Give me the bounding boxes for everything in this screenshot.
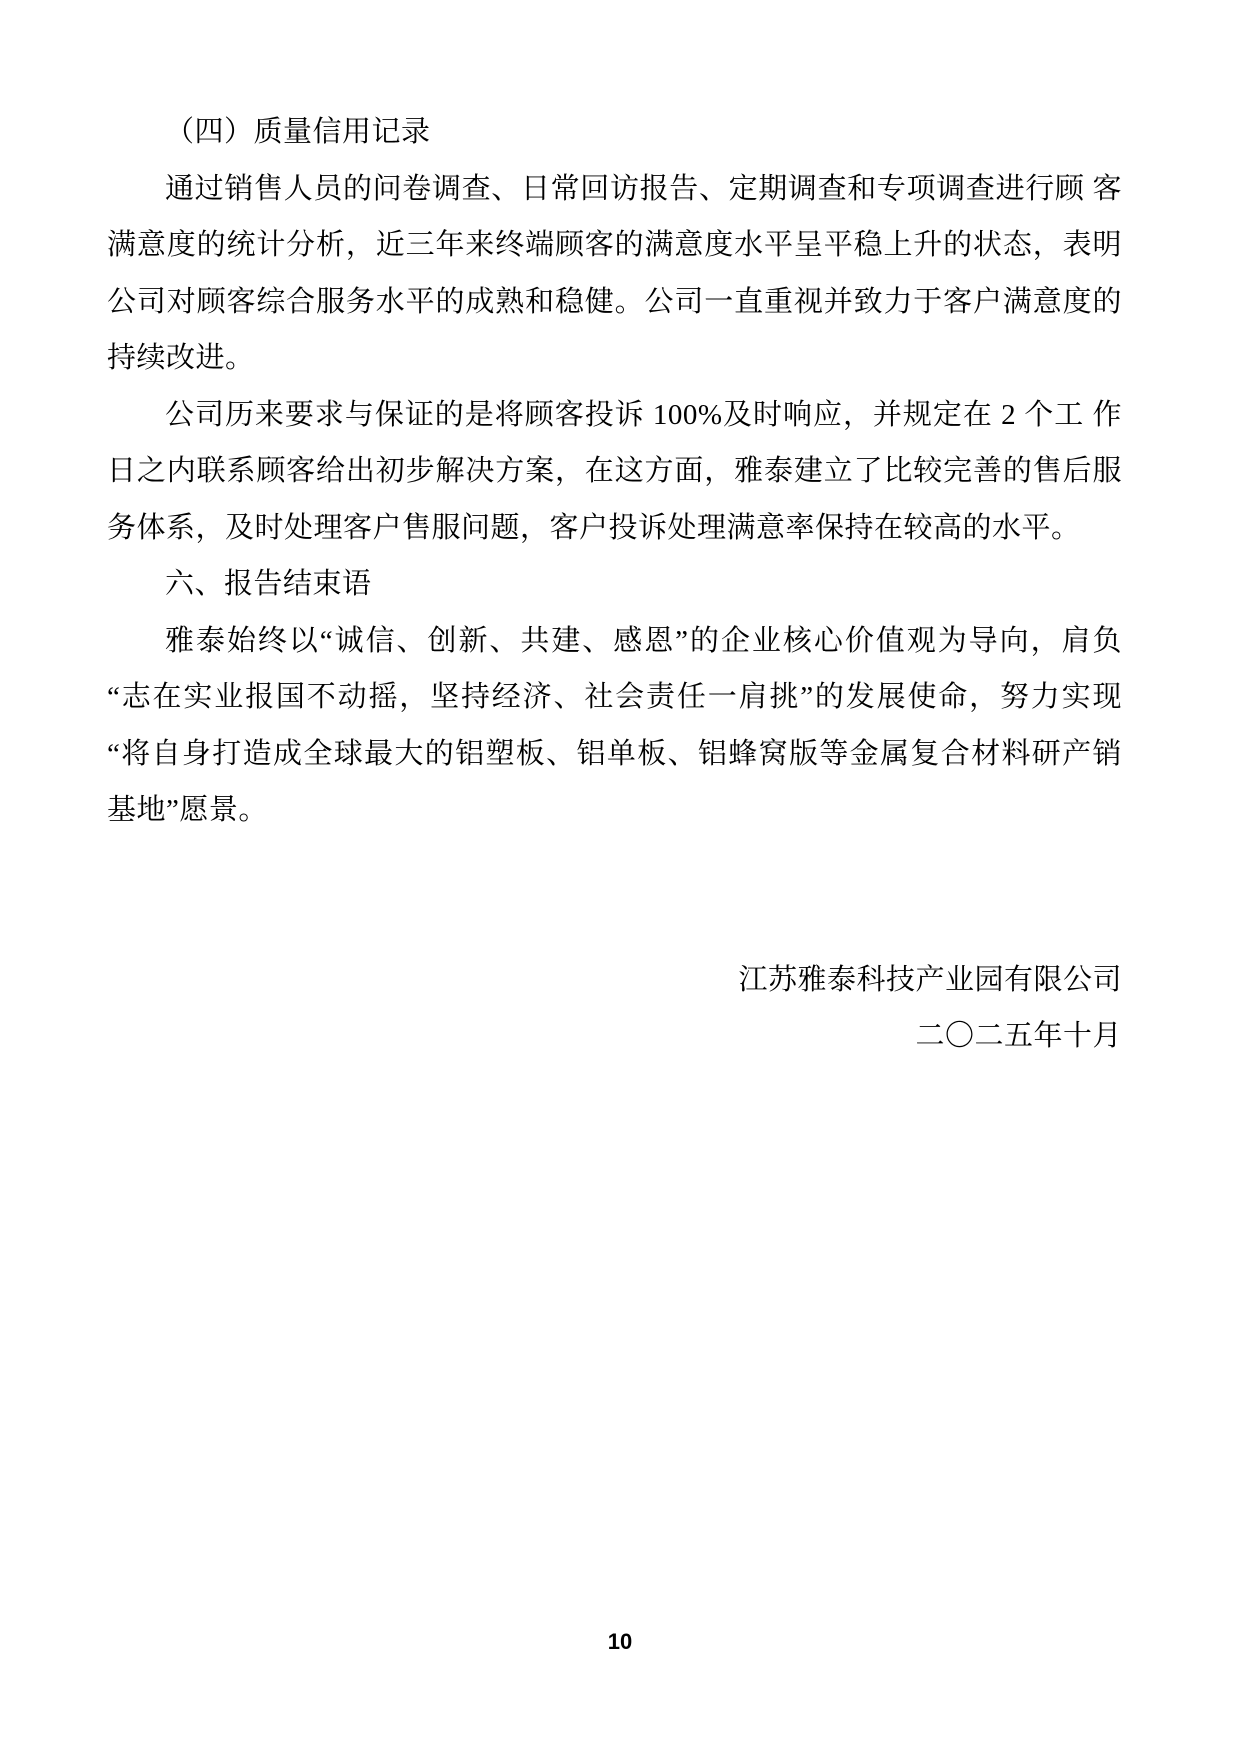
paragraph-line: “将自身打造成全球最大的铝塑板、铝单板、铝蜂窝版等金属复合材料研产销: [107, 737, 1122, 770]
signature-date: 二〇二五年十月: [915, 1020, 1122, 1052]
paragraph-line: 公司对顾客综合服务水平的成熟和稳健。公司一直重视并致力于客户满意度的: [107, 285, 1122, 318]
blank-line: [107, 895, 1122, 952]
document-body: [107, 104, 1122, 1065]
paragraph-line: 满意度的统计分析，近三年来终端顾客的满意度水平呈平稳上升的状态，表明: [107, 229, 1122, 261]
paragraph-line: 雅泰始终以“诚信、创新、共建、感恩”的企业核心价值观为导向，肩负: [165, 624, 1122, 657]
signature-company: 江苏雅泰科技产业园有限公司: [738, 963, 1122, 996]
page-number: 10: [607, 1629, 633, 1654]
paragraph-line: 通过销售人员的问卷调查、日常回访报告、定期调查和专项调查进行顾 客: [165, 172, 1122, 205]
paragraph-line: 持续改进。: [107, 342, 255, 374]
paragraph-line: 日之内联系顾客给出初步解决方案，在这方面，雅泰建立了比较完善的售后服: [107, 455, 1122, 487]
paragraph-line: “志在实业报国不动摇，坚持经济、社会责任一肩挑”的发展使命，努力实现: [107, 681, 1122, 713]
paragraph-line: 公司历来要求与保证的是将顾客投诉 100%及时响应，并规定在 2 个工 作: [165, 398, 1122, 431]
section-heading-quality-credit: （四）质量信用记录: [165, 116, 431, 148]
blank-line: [107, 839, 1122, 896]
section-heading-conclusion: 六、报告结束语: [165, 568, 372, 600]
paragraph-line: 基地”愿景。: [107, 794, 268, 826]
paragraph-line: 务体系，及时处理客户售服问题，客户投诉处理满意率保持在较高的水平。: [107, 511, 1081, 544]
